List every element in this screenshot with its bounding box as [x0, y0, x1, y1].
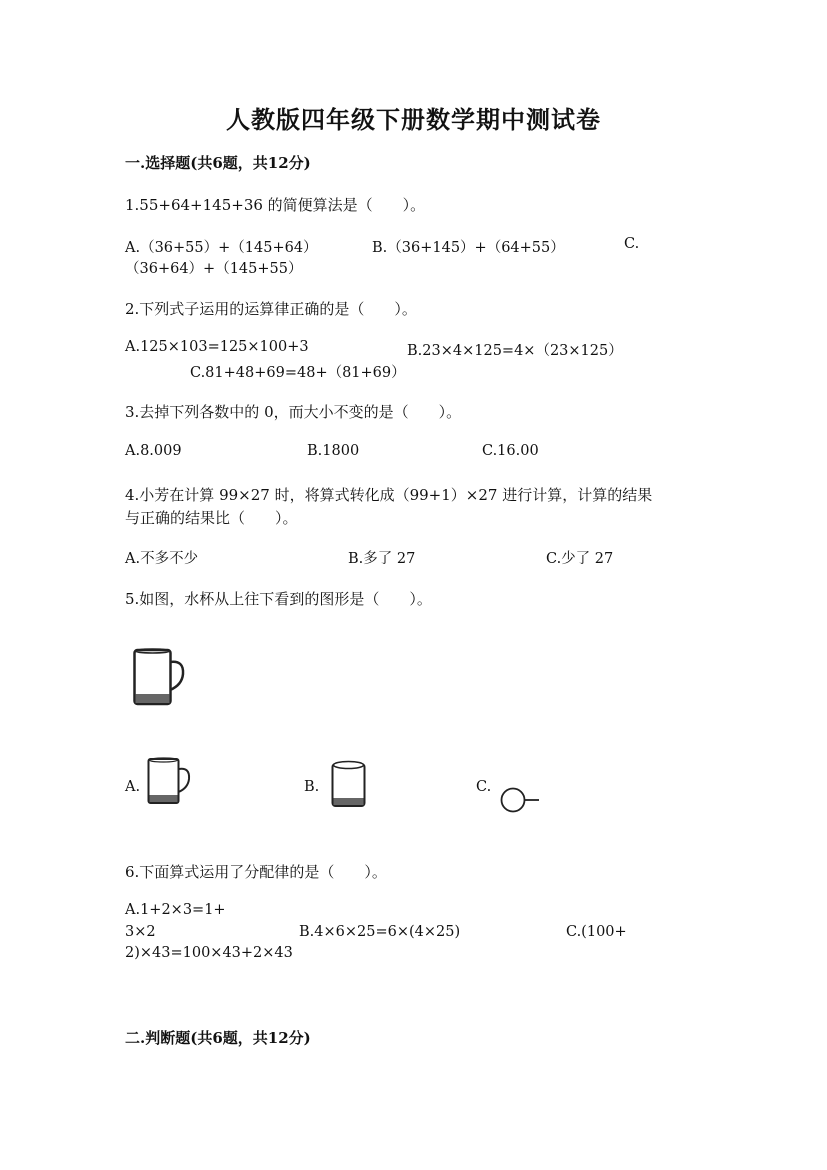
page-title: 人教版四年级下册数学期中测试卷	[226, 105, 601, 134]
question-1-option-c-label: C.	[624, 236, 640, 252]
question-5-stem: 5.如图，水杯从上往下看到的图形是（ ）。	[125, 590, 432, 608]
question-5-option-a: A.	[125, 779, 141, 795]
question-1-option-a: A.（36+55）+（145+64）	[125, 240, 318, 256]
question-6-option-b: B.4×6×25=6×(4×25)	[299, 924, 461, 940]
question-1-option-b: B.（36+145）+（64+55）	[372, 240, 565, 256]
question-3-option-a: A.8.009	[125, 443, 182, 459]
cylinder-icon	[331, 760, 367, 810]
question-4-stem-line2: 与正确的结果比（ ）。	[125, 509, 298, 527]
question-6-option-c-line1: C.(100+	[566, 924, 627, 940]
question-5-option-b: B.	[304, 779, 320, 795]
question-3-option-c: C.16.00	[482, 443, 539, 459]
question-1-option-c: （36+64）+（145+55）	[125, 261, 303, 277]
mug-icon	[147, 757, 193, 807]
question-4-option-a: A.不多不少	[125, 551, 199, 567]
question-2-option-a: A.125×103=125×100+3	[125, 339, 309, 355]
question-4-option-c: C.少了 27	[546, 551, 614, 567]
question-1-stem: 1.55+64+145+36 的简便算法是（ ）。	[125, 196, 426, 214]
question-3-stem: 3.去掉下列各数中的 0，而大小不变的是（ ）。	[125, 403, 462, 421]
section-heading-choice: 一.选择题(共6题，共12分)	[125, 154, 311, 172]
question-4-option-b: B.多了 27	[348, 551, 416, 567]
question-6-option-c-line2: 2)×43=100×43+2×43	[125, 945, 293, 961]
question-3-option-b: B.1800	[307, 443, 360, 459]
question-4-stem-line1: 4.小芳在计算 99×27 时，将算式转化成（99+1）×27 进行计算，计算的结果	[125, 486, 653, 504]
mug-icon	[133, 648, 189, 708]
question-2-stem: 2.下列式子运用的运算律正确的是（ ）。	[125, 300, 417, 318]
question-6-stem: 6.下面算式运用了分配律的是（ ）。	[125, 863, 387, 881]
question-6-option-a-line2: 3×2	[125, 924, 156, 940]
circle-with-handle-icon	[500, 786, 542, 814]
question-2-option-c: C.81+48+69=48+（81+69）	[190, 365, 406, 381]
question-5-option-c: C.	[476, 779, 492, 795]
question-6-option-a-line1: A.1+2×3=1+	[125, 902, 226, 918]
question-2-option-b: B.23×4×125=4×（23×125）	[407, 343, 623, 359]
section-heading-judgment: 二.判断题(共6题，共12分)	[125, 1029, 311, 1047]
